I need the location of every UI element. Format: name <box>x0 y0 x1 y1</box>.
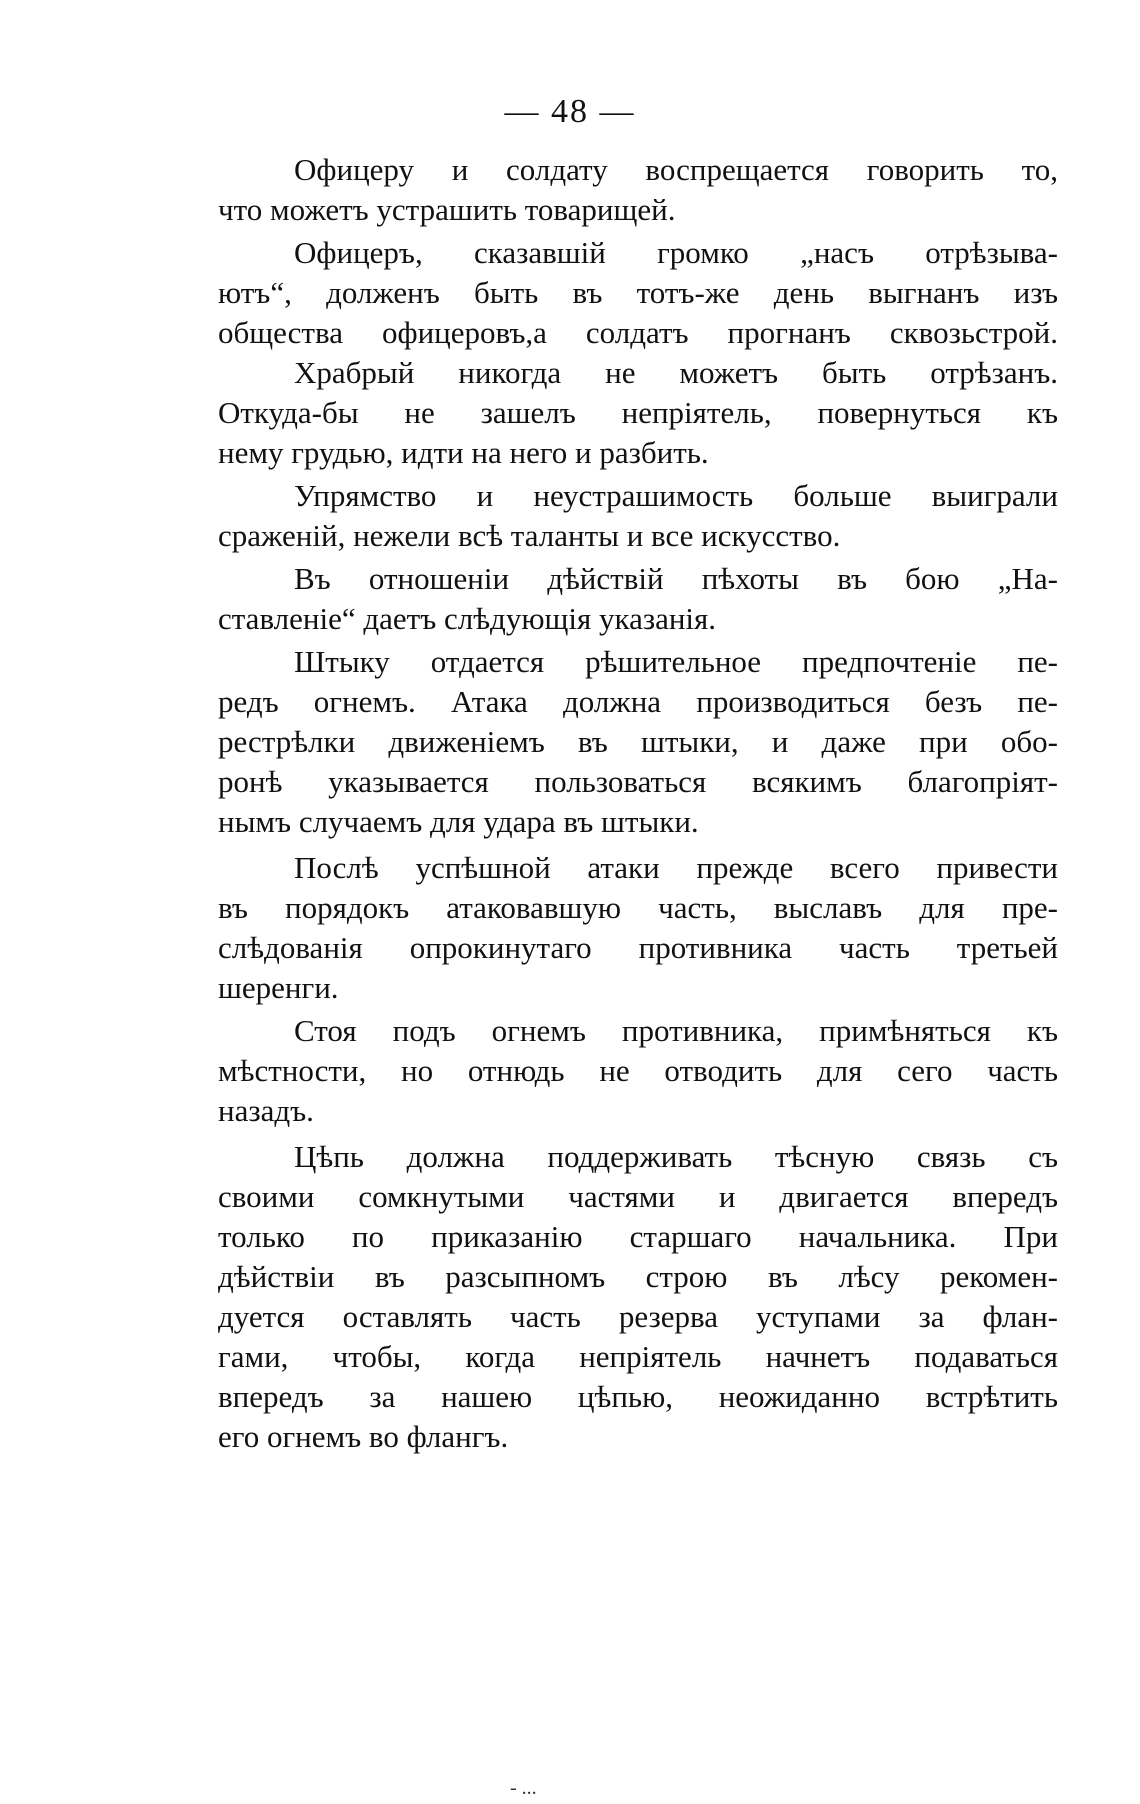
text-line: Послѣ успѣшной атаки прежде всего привести <box>294 850 1058 885</box>
text-line: слѣдованія опрокинутаго противника часть третьей <box>218 930 1058 965</box>
text-line: Офицеръ, сказавшій громко „насъ отрѣзыва- <box>294 235 1058 270</box>
text-line: дуется оставлять часть резерва уступами за флан- <box>218 1299 1058 1334</box>
text-line: Штыку отдается рѣшительное предпочтеніе пе- <box>294 644 1058 679</box>
text-line: Упрямство и неустрашимость больше выиграли <box>294 478 1058 513</box>
text-line: Храбрый никогда не можетъ быть отрѣзанъ. <box>294 355 1058 390</box>
text-line: что можетъ устрашить товарищей. <box>218 192 676 227</box>
text-line: гами, чтобы, когда непріятель начнетъ подаваться <box>218 1339 1058 1374</box>
text-line: ютъ“, долженъ быть въ тотъ-же день выгнанъ изъ <box>218 275 1058 310</box>
text-line: его огнемъ во флангъ. <box>218 1419 509 1454</box>
text-line: впередъ за нашею цѣпью, неожиданно встрѣтить <box>218 1379 1058 1414</box>
text-line: Офицеру и солдату воспрещается говорить то, <box>294 152 1058 187</box>
text-line: своими сомкнутыми частями и двигается впередъ <box>218 1179 1058 1214</box>
text-line: Цѣпь должна поддерживать тѣсную связь съ <box>294 1139 1058 1174</box>
text-line: Откуда-бы не зашелъ непріятель, повернуться къ <box>218 395 1058 430</box>
text-line: Стоя подъ огнемъ противника, примѣняться къ <box>294 1013 1058 1048</box>
text-line: мѣстности, но отнюдь не отводить для сего часть <box>218 1053 1058 1088</box>
text-line: назадъ. <box>218 1093 314 1128</box>
text-line: дѣйствіи въ разсыпномъ строю въ лѣсу рекомен- <box>218 1259 1058 1294</box>
text-line: только по приказанію старшаго начальника. При <box>218 1219 1058 1254</box>
text-line: шеренги. <box>218 970 339 1005</box>
text-line: нему грудью, идти на него и разбить. <box>218 435 709 470</box>
text-line: общества офицеровъ,а солдатъ прогнанъ сквозьстрой. <box>218 315 1058 350</box>
text-line: Въ отношеніи дѣйствій пѣхоты въ бою „На- <box>294 561 1058 596</box>
text-line: редъ огнемъ. Атака должна производиться безъ пе- <box>218 684 1058 719</box>
text-line: ронѣ указывается пользоваться всякимъ благопріят- <box>218 764 1058 799</box>
text-line: сраженій, нежели всѣ таланты и все искусство. <box>218 518 841 553</box>
text-line: рестрѣлки движеніемъ въ штыки, и даже при обо- <box>218 724 1058 759</box>
text-line: ставленіе“ даетъ слѣдующія указанія. <box>218 601 717 636</box>
page-number: — 48 — <box>504 93 636 130</box>
text-line: въ порядокъ атаковавшую часть, выславъ для пре- <box>218 890 1058 925</box>
text-line: нымъ случаемъ для удара въ штыки. <box>218 804 699 839</box>
footer-mark: - ... <box>510 1777 537 1799</box>
